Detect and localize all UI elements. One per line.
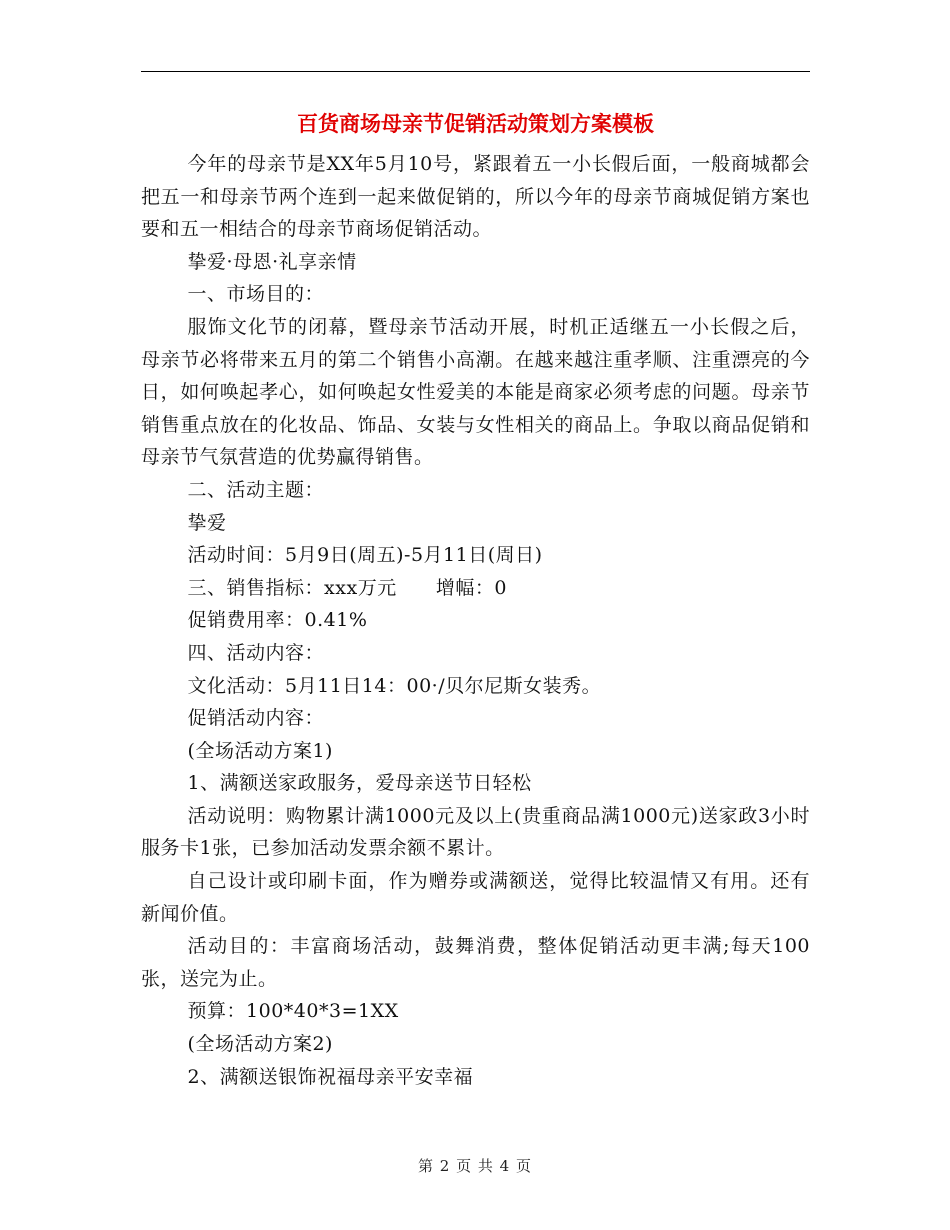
paragraph-plan-2-item: 2、满额送银饰祝福母亲平安幸福	[187, 1065, 474, 1088]
paragraph-theme: 挚爱	[187, 511, 227, 534]
paragraph-intro: 今年的母亲节是XX年5月10号，紧跟着五一小长假后面，一般商城都会把五一和母亲节两个连到一起来做促销的，所以今年的母亲节商城促销方案也要和五一相结合的母亲节商场促销活动。	[141, 153, 810, 241]
paragraph-plan-1: (全场活动方案1)	[187, 739, 333, 762]
heading-sales-target: 三、销售指标：xxx万元 增幅：0	[187, 576, 508, 599]
page-number: 第 2 页 共 4 页	[418, 1157, 532, 1175]
paragraph-market-goal: 服饰文化节的闭幕，暨母亲节活动开展，时机正适继五一小长假之后，母亲节必将带来五月的第二个销售小高潮。在越来越注重孝顺、注重漂亮的今日，如何唤起孝心，如何唤起女性爱美的本能是商家必须考虑的问题。母亲节销售重点放在的化妆品、饰品、女装与女性相关的商品上。争取以商品促销和母亲节气氛营造的优势赢得销售。	[141, 315, 810, 469]
paragraph-promo-cost-rate: 促销费用率：0.41%	[187, 609, 368, 632]
document-title: 百货商场母亲节促销活动策划方案模板	[297, 111, 654, 136]
paragraph-budget: 预算：100*40*3=1XX	[187, 1000, 399, 1023]
paragraph-promo-content: 促销活动内容：	[187, 707, 325, 730]
paragraph-plan-2: (全场活动方案2)	[187, 1033, 333, 1056]
paragraph-card-design: 自己设计或印刷卡面，作为赠券或满额送，觉得比较温情又有用。还有新闻价值。	[141, 870, 810, 925]
paragraph-plan-1-purpose: 活动目的：丰富商场活动，鼓舞消费，整体促销活动更丰满;每天100张，送完为止。	[141, 935, 810, 990]
paragraph-slogan: 挚爱·母恩·礼享亲情	[187, 250, 357, 273]
document-body	[141, 148, 810, 1093]
header-rule	[141, 71, 810, 72]
paragraph-plan-1-description: 活动说明：购物累计满1000元及以上(贵重商品满1000元)送家政3小时服务卡1张，已参加活动发票余额不累计。	[141, 804, 810, 860]
heading-activity-theme: 二、活动主题：	[187, 478, 325, 501]
heading-market-goal: 一、市场目的：	[187, 283, 325, 306]
paragraph-plan-1-item: 1、满额送家政服务，爱母亲送节日轻松	[187, 772, 532, 795]
paragraph-activity-time: 活动时间：5月9日(周五)-5月11日(周日)	[187, 544, 543, 567]
heading-activity-content: 四、活动内容：	[187, 641, 325, 664]
paragraph-culture-activity: 文化活动：5月11日14：00·/贝尔尼斯女装秀。	[187, 674, 602, 697]
